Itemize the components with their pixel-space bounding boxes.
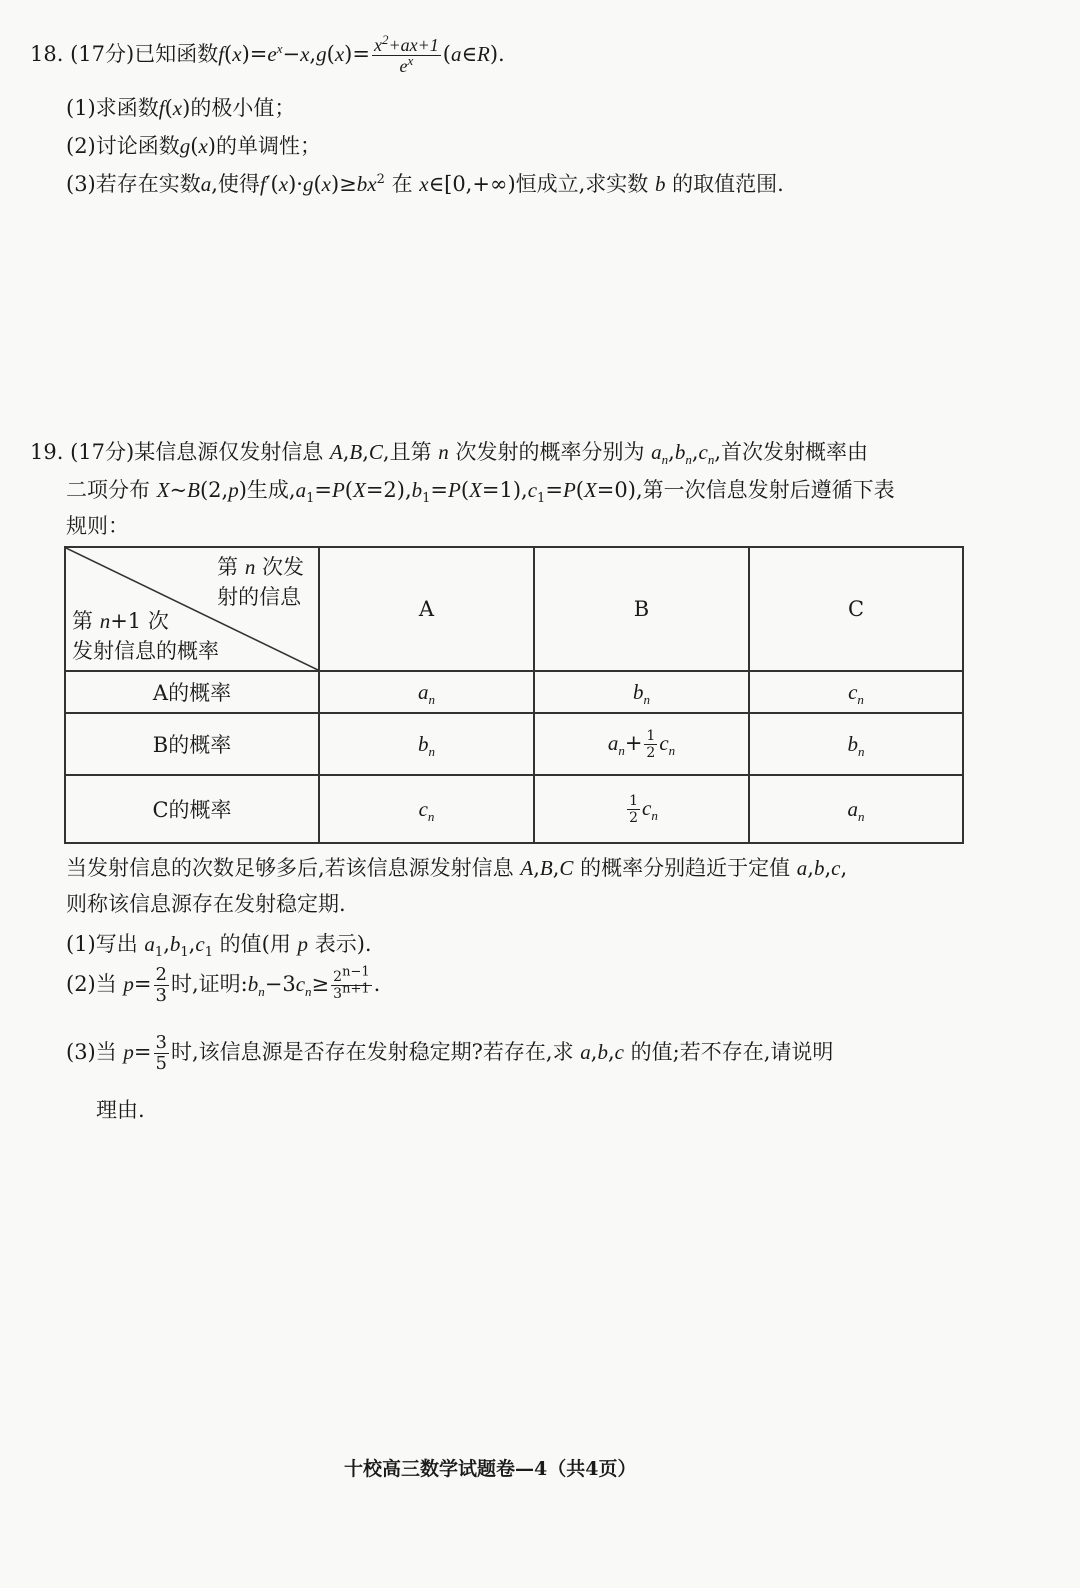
q18-header: 18. (17分)已知函数$f(x)=e^x-x,g(x)=$ $\frac{x^2+ax+1}{e^x}$ (a∈R). — [30, 32, 505, 76]
q18-number: 18. — [30, 42, 64, 66]
q19-intro-line3: 规则： — [66, 514, 129, 538]
q18-f-def: f — [218, 42, 225, 66]
page-footer: 十校高三数学试题卷—4（共4页） — [344, 1458, 637, 1480]
q18-g-name: g — [316, 42, 327, 66]
column-header-b: B — [534, 547, 749, 671]
column-header-a: A — [319, 547, 534, 671]
q18-condition: (a∈R). — [442, 42, 505, 66]
table-row-a — [65, 671, 963, 713]
table-row-c — [65, 775, 963, 843]
q18-part2: (2)讨论函数g(x)的单调性； — [66, 134, 321, 158]
table-cell: $b_n$ — [534, 671, 749, 713]
table-corner-cell — [65, 547, 319, 671]
q19-after-line2: 则称该信息源存在发射稳定期. — [66, 892, 346, 916]
table-cell: $a_n$ — [319, 671, 534, 713]
q19-number: 19. — [30, 440, 64, 464]
table-cell: $a_n+$ $\frac{1}{2}$ $c_n$ — [534, 713, 749, 775]
table-row-b — [65, 713, 963, 775]
q19-after-line1: 当发射信息的次数足够多后,若该信息源发射信息 A,B,C 的概率分别趋近于定值 a,b,c, — [66, 856, 848, 880]
table-cell: $a_n$ — [749, 775, 963, 843]
q19-part3-line2: 理由. — [96, 1098, 145, 1122]
q18-part3: (3)若存在实数a,使得$f'(x)\cdot g(x)\ge bx^2$ 在 x∈[0,+∞)恒成立,求实数 b 的取值范围. — [66, 172, 784, 196]
q19-part3: (3)当 p= $\frac{3}{5}$ 时,该信息源是否存在发射稳定期?若存在,求 a,b,c 的值;若不存在,请说明 — [66, 1032, 834, 1074]
transition-table — [64, 546, 964, 844]
table-cell: $b_n$ — [749, 713, 963, 775]
table-cell: $\frac{1}{2}$ $c_n$ — [534, 775, 749, 843]
column-header-c: C — [749, 547, 963, 671]
q18-points: (17分) — [70, 42, 135, 66]
table-cell: $b_n$ — [319, 713, 534, 775]
row-label: B的概率 — [65, 713, 319, 775]
table-cell: $c_n$ — [749, 671, 963, 713]
q19-intro-line1: 19. (17分)某信息源仅发射信息 A,B,C,且第 n 次发射的概率分别为 $a_n,b_n,c_n$,首次发射概率由 — [30, 440, 869, 468]
row-label: C的概率 — [65, 775, 319, 843]
corner-top-label: 第 n 次发 射的信息 — [217, 555, 304, 609]
q19-part2: (2)当 p= $\frac{2}{3}$ 时,证明$:b_n-3c_n\ge$ $\frac{2^{n-1}}{3^{n+1}}$ . — [66, 964, 381, 1006]
q19-intro-line2: 二项分布 X~B(2,p)生成$,a_1=P(X=2),b_1=P(X=1),c_1=P(X=0)$,第一次信息发射后遵循下表 — [66, 478, 895, 507]
q19-part1: (1)写出 $a_1,b_1,c_1$ 的值(用 p 表示). — [66, 932, 372, 961]
table-cell: $c_n$ — [319, 775, 534, 843]
q18-part1: (1)求函数f(x)的极小值； — [66, 96, 296, 120]
row-label: A的概率 — [65, 671, 319, 713]
q18-g-fraction: $\frac{x^2+ax+1}{e^x}$ — [373, 32, 439, 76]
q18-stem: 已知函数 — [134, 42, 219, 66]
corner-bottom-label: 第 n+1 次 发射信息的概率 — [72, 609, 219, 663]
